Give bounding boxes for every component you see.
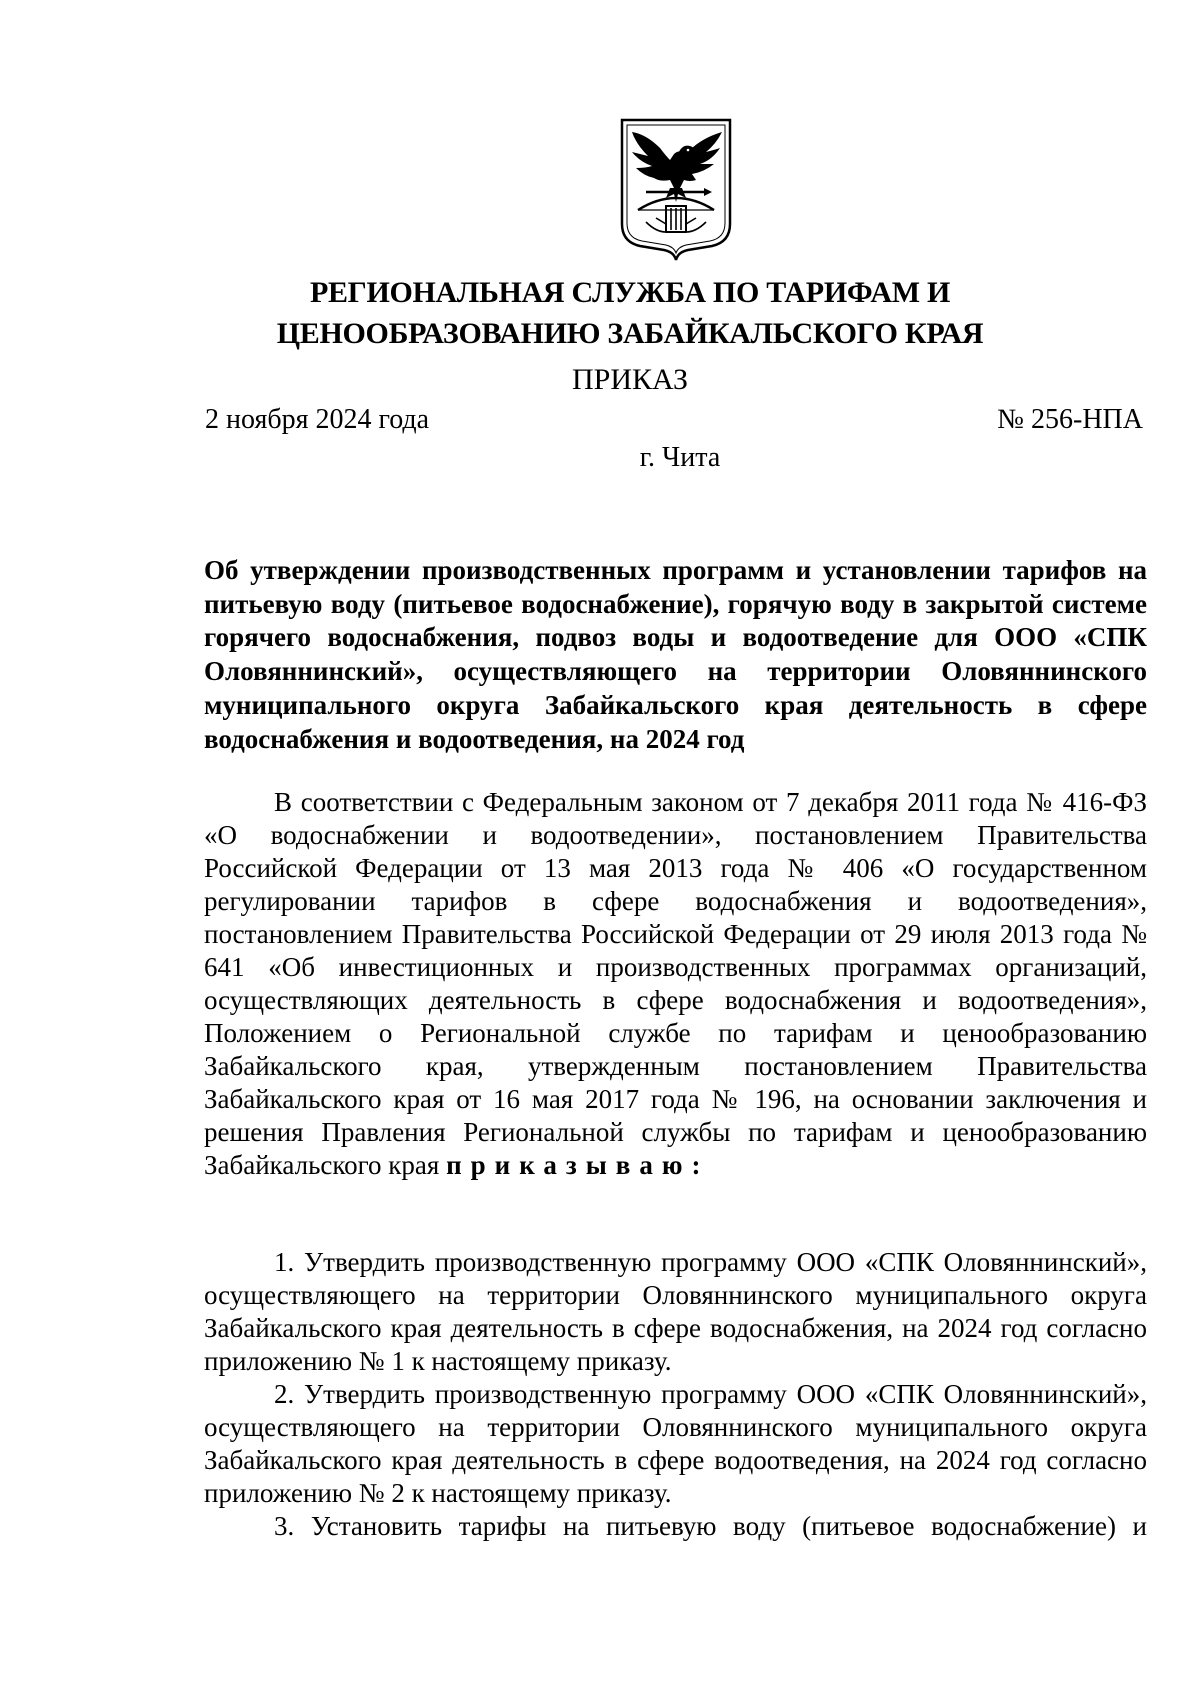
document-number: № 256-НПА <box>997 404 1143 435</box>
preamble <box>204 786 1147 1182</box>
coat-of-arms-emblem <box>616 114 736 262</box>
order-word: приказываю: <box>446 1150 710 1180</box>
document-subject: Об утверждении производственных программ и установлении тарифов на питьевую воду (питьевое водоснабжение), горячую воду в закрытой системе горячего водоснабжения, подвоз воды и водоотведение для ООО «СПК Оловяннинский», осуществляющего на территории Оловяннинского муниципального округа Забайкальского края деятельность в сфере водоснабжения и водоотведения, на 2024 год <box>204 555 1147 754</box>
order-items <box>204 1246 1147 1543</box>
organization-title-line-2: ЦЕНООБРАЗОВАНИЮ ЗАБАЙКАЛЬСКОГО КРАЯ <box>276 317 984 350</box>
document-city: г. Чита <box>639 442 721 473</box>
organization-title <box>180 272 1080 354</box>
document-date: 2 ноября 2024 года <box>205 404 430 435</box>
order-item-3: 3. Установить тарифы на питьевую воду (питьевое водоснабжение) и <box>274 1511 1147 1541</box>
preamble-text: В соответствии с Федеральным законом от 7 декабря 2011 года № 416-ФЗ «О водоснабжении и водоотведении», постановлением Правительства Российской Федерации от 13 мая 2013 года № 406 «О государственном регулировании тарифов в сфере водоснабжения и водоотведения», постановлением Правительства Российской Федерации от 29 июля 2013 года № 641 «Об инвестиционных и производственных программах организаций, осуществляющих деятельность в сфере водоснабжения и водоотведения», Положением о Региональной службе по тарифам и ценообразованию Забайкальского края, утвержденным постановлением Правительства Забайкальского края от 16 мая 2017 года № 196, на основании заключения и решения Правления Региональной службы по тарифам и ценообразованию Забайкальского края <box>204 787 1147 1180</box>
order-item-1: 1. Утвердить производственную программу ООО «СПК Оловяннинский», осуществляющего на территории Оловяннинского муниципального округа Забайкальского края деятельность в сфере водоснабжения, на 2024 год согласно приложению № 1 к настоящему приказу. <box>204 1247 1147 1376</box>
document-type: ПРИКАЗ <box>572 363 688 396</box>
order-item-2: 2. Утвердить производственную программу ООО «СПК Оловяннинский», осуществляющего на территории Оловяннинского муниципального округа Забайкальского края деятельность в сфере водоотведения, на 2024 год согласно приложению № 2 к настоящему приказу. <box>204 1379 1147 1508</box>
organization-title-line-1: РЕГИОНАЛЬНАЯ СЛУЖБА ПО ТАРИФАМ И <box>309 276 951 309</box>
